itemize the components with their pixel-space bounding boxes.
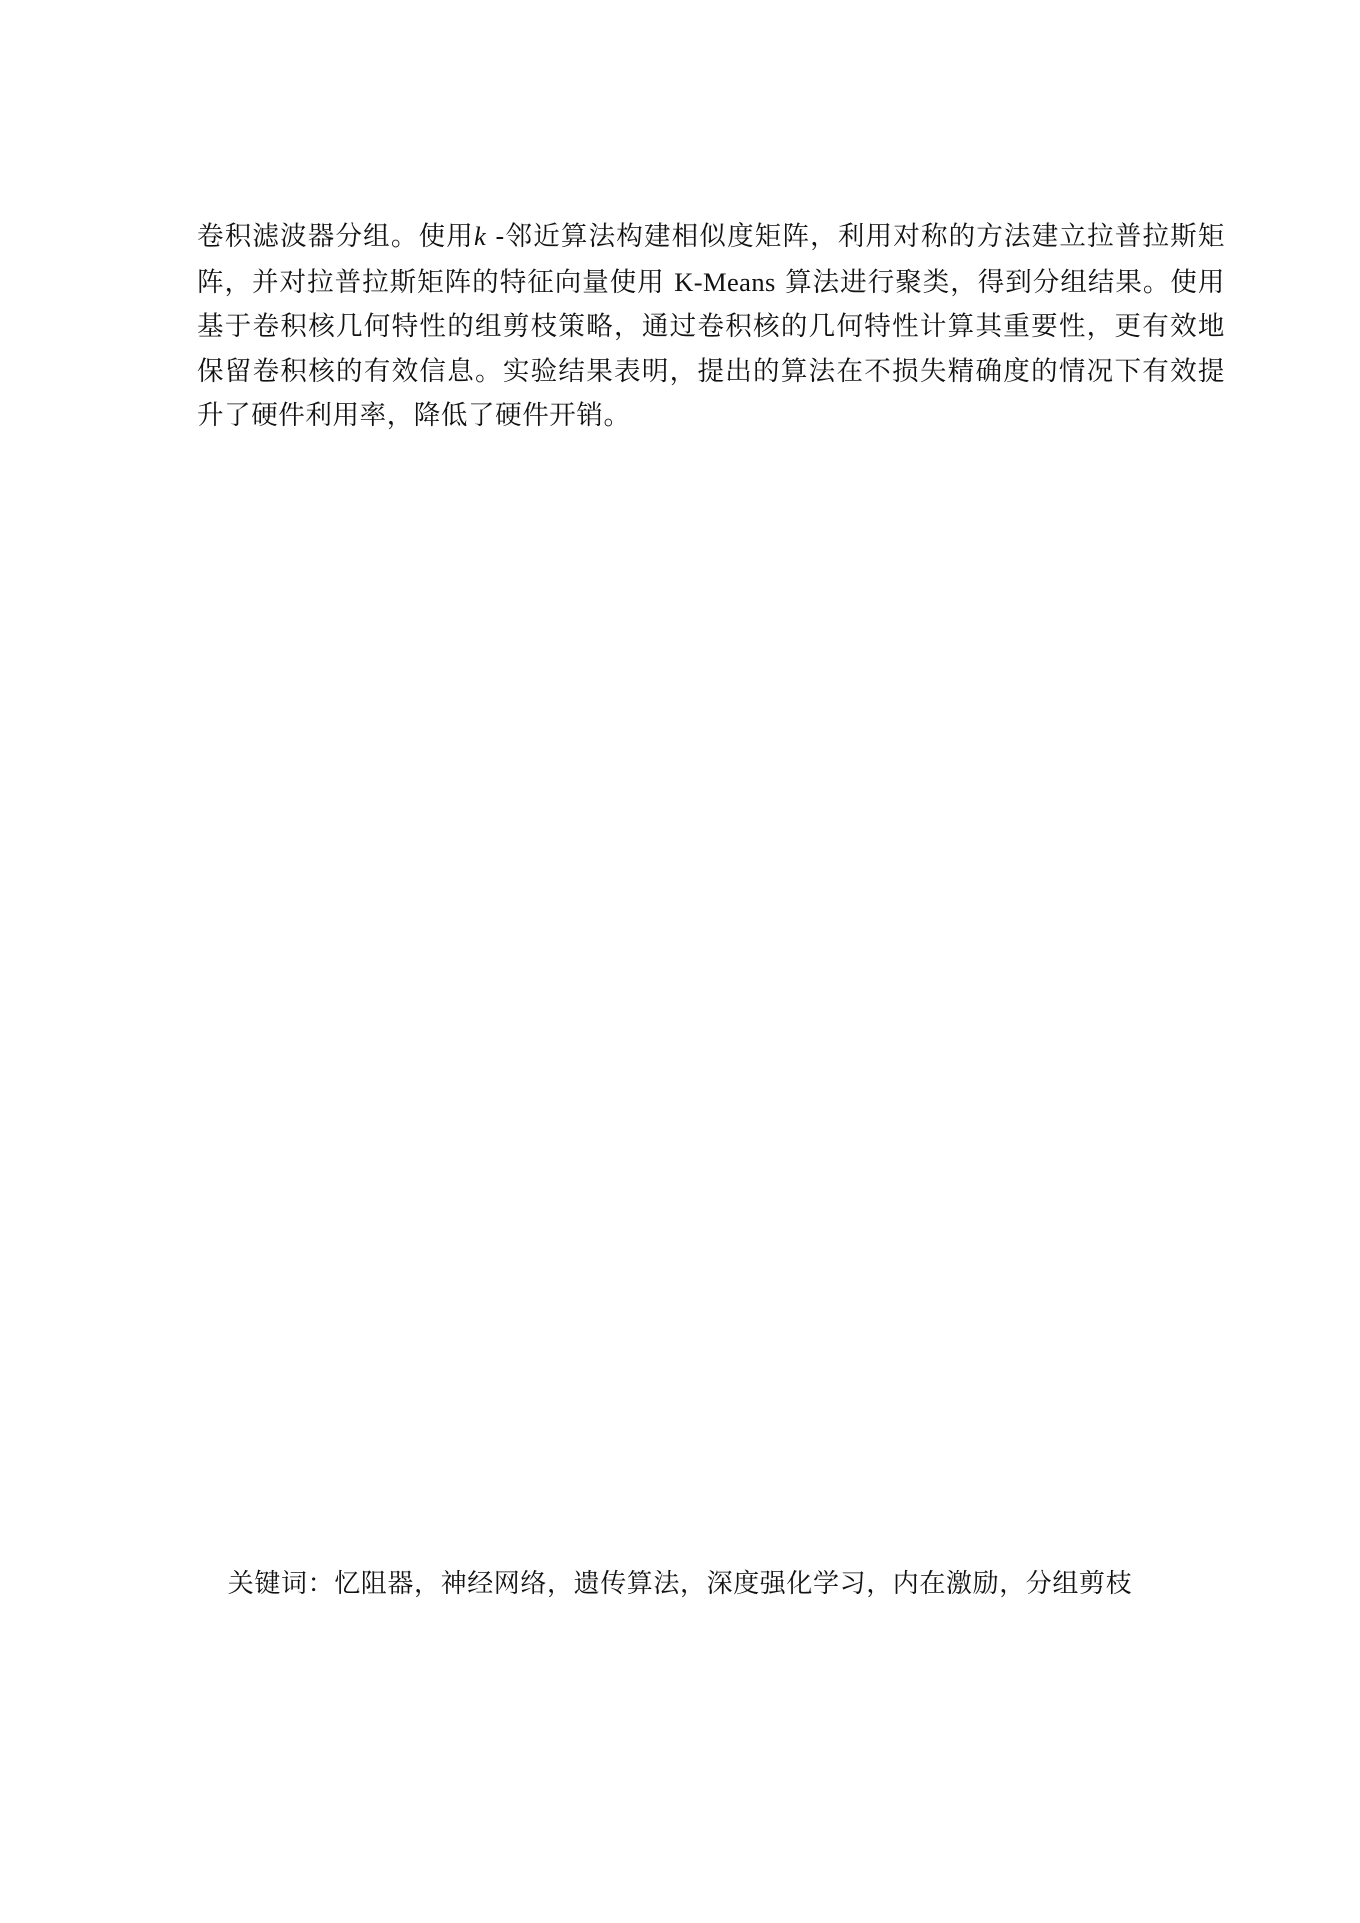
abstract-line: 保留卷积核的有效信息。实验结果表明，提出的算法在不损失精确度的情况下有效提 (197, 355, 1225, 387)
abstract-text: -邻近算法构建相似度矩阵，利用对称的方法建立拉普拉斯矩 (495, 221, 1226, 252)
abstract-text: 算法进行聚类，得到分组结果。使用 (785, 266, 1226, 298)
abstract-text: 阵，并对拉普拉斯矩阵的特征向量使用 (197, 266, 665, 298)
abstract-paragraph (197, 214, 1225, 439)
keywords-line: 关键词：忆阻器，神经网络，遗传算法，深度强化学习，内在激励，分组剪枝 (227, 1569, 1133, 1599)
abstract-line (197, 260, 1225, 306)
algorithm-name: K-Means (674, 266, 776, 297)
abstract-line: 升了硬件利用率，降低了硬件开销。 (197, 400, 631, 432)
math-variable-k: k (473, 221, 486, 251)
abstract-line: 基于卷积核几何特性的组剪枝策略，通过卷积核的几何特性计算其重要性，更有效地 (197, 311, 1225, 343)
abstract-line (197, 214, 1225, 260)
abstract-text: 卷积滤波器分组。使用 (197, 221, 474, 252)
